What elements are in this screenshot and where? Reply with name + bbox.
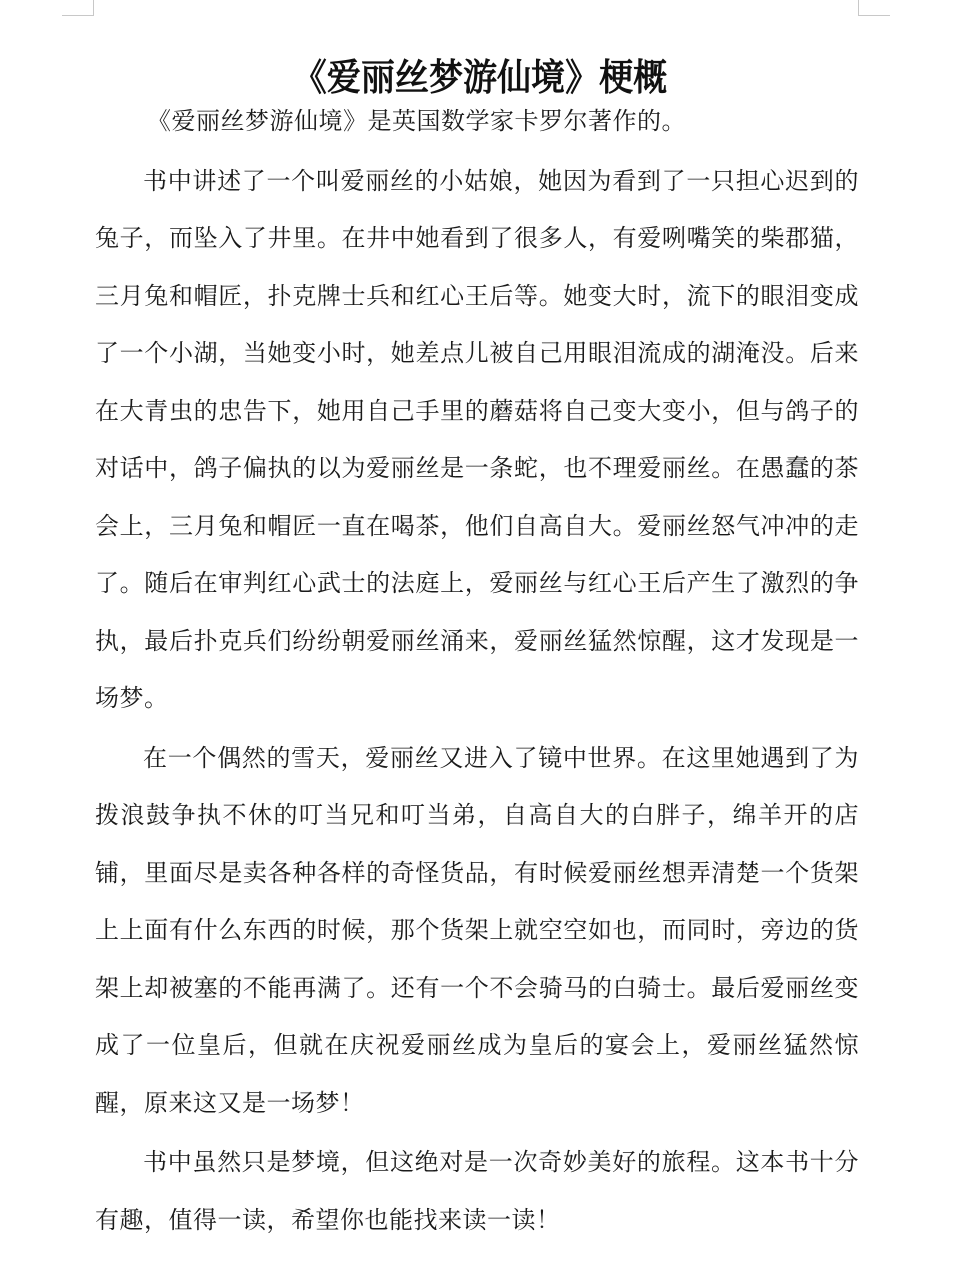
top-left-margin-mark	[62, 0, 94, 16]
document-title: 《爱丽丝梦游仙境》梗概	[292, 54, 668, 99]
paragraph-intro: 《爱丽丝梦游仙境》是英国数学家卡罗尔著作的。	[147, 107, 686, 135]
paragraph-looking-glass-summary: 在一个偶然的雪天，爱丽丝又进入了镜中世界。在这里她遇到了为拨浪鼓争执不休的叮当兄和叮当弟，自高自大的白胖子，绵羊开的店铺，里面尽是卖各种各样的奇怪货品，有时候爱丽丝想弄清楚一个货架上上面有什么东西的时候，那个货架上就空空如也，而同时，旁边的货架上却被塞的不能再满了。还有一个不会骑马的白骑士。最后爱丽丝变成了一位皇后，但就在庆祝爱丽丝成为皇后的宴会上，爱丽丝猛然惊醒，原来这又是一场梦！	[95, 743, 859, 1117]
top-right-margin-mark	[858, 0, 890, 16]
paragraph-conclusion: 书中虽然只是梦境，但这绝对是一次奇妙美好的旅程。这本书十分有趣，值得一读，希望你也能找来读一读！	[95, 1148, 859, 1234]
document-body	[95, 93, 859, 1249]
paragraph-wonderland-summary: 书中讲述了一个叫爱丽丝的小姑娘，她因为看到了一只担心迟到的兔子，而坠入了井里。在井中她看到了很多人，有爱咧嘴笑的柴郡猫，三月兔和帽匠，扑克牌士兵和红心王后等。她变大时，流下的眼泪变成了一个小湖，当她变小时，她差点儿被自己用眼泪流成的湖淹没。后来在大青虫的忠告下，她用自己手里的蘑菇将自己变大变小，但与鸽子的对话中，鸽子偏执的以为爱丽丝是一条蛇，也不理爱丽丝。在愚蠢的茶会上，三月兔和帽匠一直在喝茶，他们自高自大。爱丽丝怒气冲冲的走了。随后在审判红心武士的法庭上，爱丽丝与红心王后产生了激烈的争执，最后扑克兵们纷纷朝爱丽丝涌来，爱丽丝猛然惊醒，这才发现是一场梦。	[95, 166, 859, 712]
